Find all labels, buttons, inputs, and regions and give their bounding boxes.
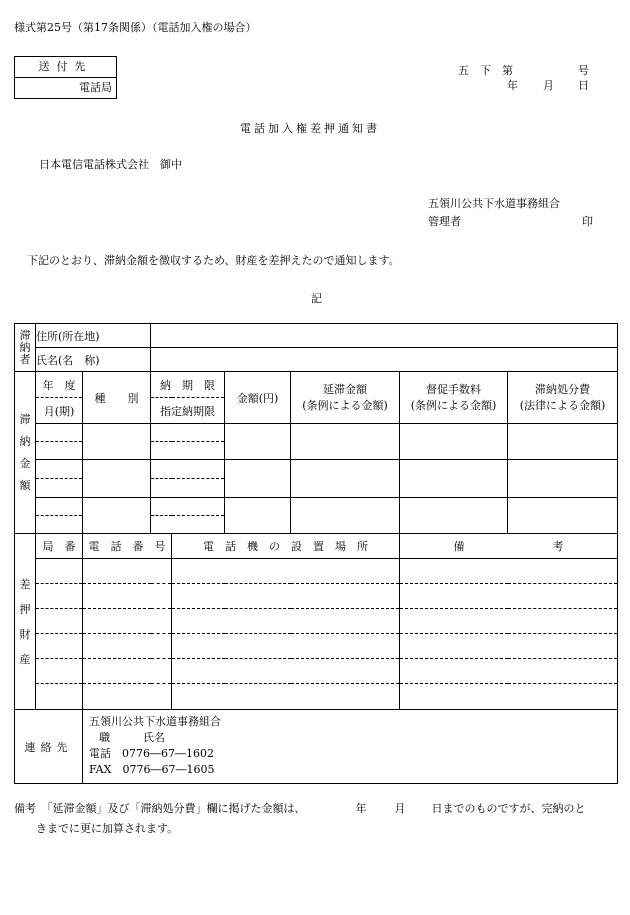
- exchange-header: 局 番: [36, 534, 83, 559]
- reminder-fee-header: 督促手数料 (条例による金額): [400, 372, 508, 424]
- phone-cell: [83, 559, 172, 584]
- exchange-cell: [36, 559, 83, 584]
- year-header: 年 度: [36, 372, 83, 398]
- amount-cell: [225, 460, 291, 498]
- location-cell: [172, 684, 400, 710]
- designated-due-header: 指定納期限: [151, 398, 225, 424]
- amount-cell: [225, 498, 291, 534]
- late-fee-header: 延滞金額 (条例による金額): [291, 372, 400, 424]
- reminder-fee-cell: [400, 498, 508, 534]
- recipient-label: 送付先: [15, 57, 116, 78]
- note-year: 年: [355, 802, 367, 815]
- phone-header: 電 話 番 号: [83, 534, 172, 559]
- remarks-cell: [400, 559, 618, 584]
- exchange-cell: [36, 659, 83, 684]
- amount-cell: [225, 424, 291, 460]
- address-label: 住所(所在地): [36, 324, 151, 348]
- remarks-cell: [400, 584, 618, 609]
- date-year: 年: [507, 79, 518, 92]
- doc-number-prefix: 五 下 第: [458, 64, 513, 77]
- location-header: 電 話 機 の 設 置 場 所: [172, 534, 400, 559]
- remarks-cell: [400, 609, 618, 634]
- year-cell: [36, 498, 83, 516]
- remarks-cell: [400, 634, 618, 659]
- contact-details: [83, 710, 618, 784]
- month-cell: [36, 479, 83, 498]
- seal-mark: 印: [582, 215, 593, 228]
- location-cell: [172, 659, 400, 684]
- address-value: [151, 324, 618, 348]
- disposal-fee-cell: [508, 424, 618, 460]
- type-cell: [83, 424, 151, 460]
- disposal-fee-header: 滞納処分費 (法律による金額): [508, 372, 618, 424]
- notice-table: [14, 323, 618, 784]
- due-cell: [151, 498, 225, 516]
- disposal-fee-cell: [508, 498, 618, 534]
- type-cell: [83, 498, 151, 534]
- amount-header: 金額(円): [225, 372, 291, 424]
- recipient-office: 電話局: [79, 81, 112, 94]
- body-text: 下記のとおり、滞納金額を徴収するため、財産を差押えたので通知します。: [27, 254, 400, 267]
- date-day: 日: [578, 79, 589, 92]
- contact-staff: 職 氏名: [99, 731, 165, 744]
- type-cell: [83, 460, 151, 498]
- location-cell: [172, 609, 400, 634]
- due-header: 納 期 限: [151, 372, 225, 398]
- contact-org: 五領川公共下水道事務組合: [89, 715, 221, 728]
- exchange-cell: [36, 584, 83, 609]
- phone-cell: [83, 684, 172, 710]
- year-cell: [36, 460, 83, 479]
- note-line2: きまでに更に加算されます。: [36, 822, 179, 835]
- month-cell: [36, 442, 83, 460]
- ki-mark: 記: [311, 292, 322, 305]
- note-lead: 備考 「延滞金額」及び「滞納処分費」欄に掲げた金額は、: [14, 802, 306, 815]
- type-header: 種 別: [83, 372, 151, 424]
- recipient-box: [14, 56, 117, 99]
- amount-section-label: 滞 納 金 額: [15, 372, 36, 534]
- exchange-cell: [36, 634, 83, 659]
- phone-cell: [83, 659, 172, 684]
- late-fee-cell: [291, 498, 400, 534]
- note-tail: 日までのものですが、完納のと: [431, 802, 586, 815]
- seized-section-label: 差 押 財 産: [15, 534, 36, 710]
- remarks-note: [14, 799, 620, 839]
- document-title: 電話加入権差押通知書: [240, 122, 380, 135]
- reminder-fee-cell: [400, 424, 508, 460]
- note-month: 月: [394, 802, 406, 815]
- location-cell: [172, 634, 400, 659]
- phone-cell: [83, 609, 172, 634]
- designated-due-cell: [151, 479, 225, 498]
- reminder-fee-cell: [400, 460, 508, 498]
- phone-cell: [83, 634, 172, 659]
- name-value: [151, 348, 618, 372]
- contact-tel: 電話 0776―67―1602: [89, 747, 214, 760]
- late-fee-cell: [291, 460, 400, 498]
- date-month: 月: [543, 79, 554, 92]
- due-cell: [151, 424, 225, 442]
- doc-number-suffix: 号: [578, 64, 589, 77]
- contact-fax: FAX 0776―67―1605: [89, 763, 215, 776]
- sender-org: 五領川公共下水道事務組合: [428, 197, 560, 210]
- exchange-cell: [36, 684, 83, 710]
- remarks-cell: [400, 684, 618, 710]
- disposal-fee-cell: [508, 460, 618, 498]
- location-cell: [172, 559, 400, 584]
- form-number: 様式第25号（第17条関係）（電話加入権の場合）: [14, 21, 257, 34]
- designated-due-cell: [151, 442, 225, 460]
- due-cell: [151, 460, 225, 479]
- name-label: 氏名(名 称): [36, 348, 151, 372]
- year-cell: [36, 424, 83, 442]
- remarks-cell: [400, 659, 618, 684]
- location-cell: [172, 584, 400, 609]
- designated-due-cell: [151, 516, 225, 534]
- contact-section-label: 連絡先: [15, 710, 83, 784]
- delinquent-section-label: 滞 納 者: [15, 324, 36, 372]
- late-fee-cell: [291, 424, 400, 460]
- phone-cell: [83, 584, 172, 609]
- month-header: 月(期): [36, 398, 83, 424]
- sender-manager: 管理者: [428, 215, 461, 228]
- exchange-cell: [36, 609, 83, 634]
- addressee: 日本電信電話株式会社 御中: [39, 158, 182, 171]
- month-cell: [36, 516, 83, 534]
- remarks-header: 備 考: [400, 534, 618, 559]
